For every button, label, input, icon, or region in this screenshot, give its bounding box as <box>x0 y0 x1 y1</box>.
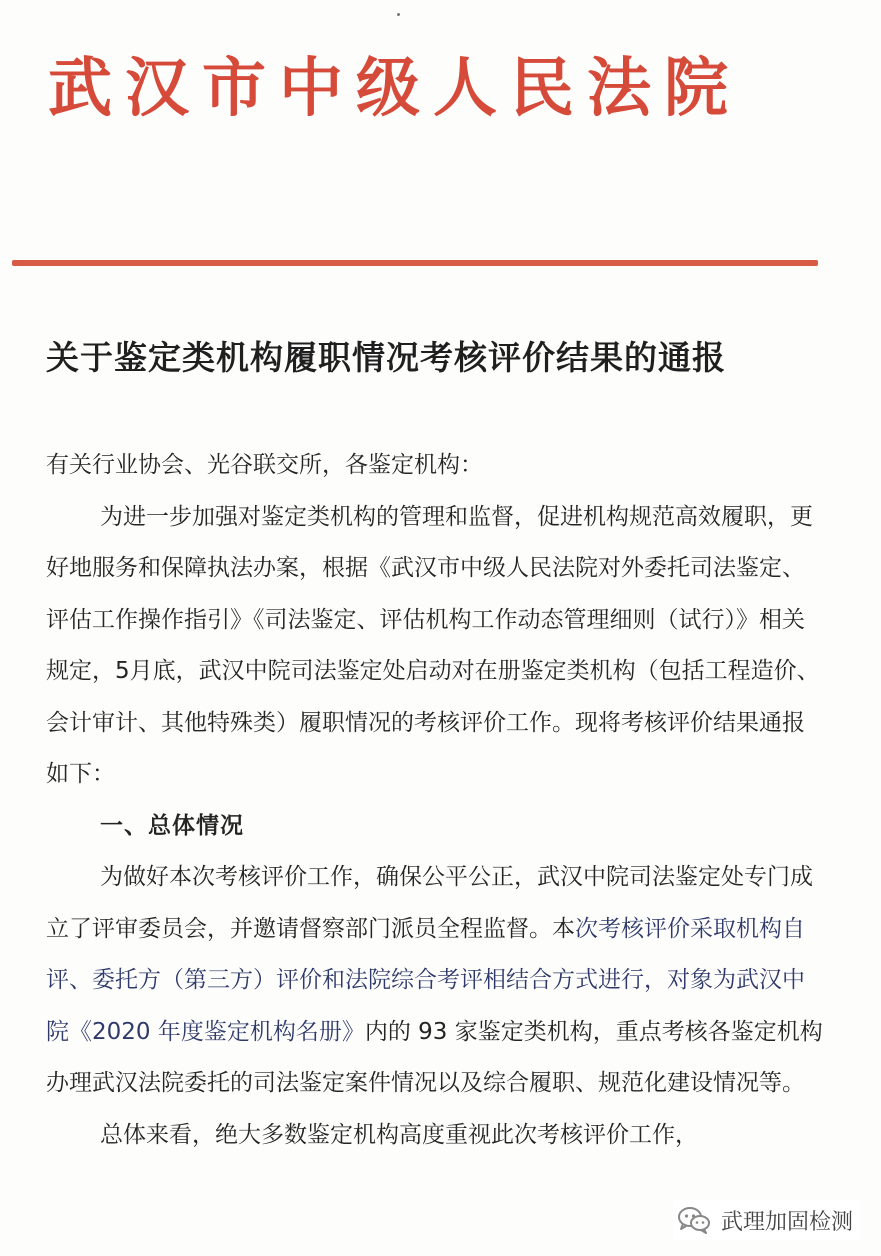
document-title: 关于鉴定类机构履职情况考核评价结果的通报 <box>46 338 726 377</box>
paragraph-2-part-a: 为做好本次考核评价工作，确保公平公正，武汉中院司法鉴定处专门成立了评审委员会，并邀请督察部门派员全程监督。本 <box>46 864 813 942</box>
wechat-icon <box>677 1206 711 1234</box>
salutation: 有关行业协会、光谷联交所，各鉴定机构： <box>46 452 483 478</box>
print-speck <box>397 13 400 16</box>
account-watermark <box>673 1200 859 1240</box>
paragraph-1: 为进一步加强对鉴定类机构的管理和监督，促进机构规范高效履职，更好地服务和保障执法办案，根据《武汉市中级人民法院对外委托司法鉴定、评估工作操作指引》《司法鉴定、评估机构工作动态管理细则（试行）》相关规定，5月底，武汉中院司法鉴定处启动对在册鉴定类机构（包括工程造价、会计审计、其他特殊类）履职情况的考核评价工作。现将考核评价结果通报如下： <box>46 503 820 787</box>
court-name-header: 武汉市中级人民法院 <box>48 51 741 126</box>
document-body <box>46 440 826 1161</box>
paragraph-2-part-c: 内的 93 家鉴定类机构，重点考核各鉴定机构办理武汉法院委托的司法鉴定案件情况以及综合履职、规范化建设情况等。 <box>46 1018 823 1096</box>
watermark-label: 武理加固检测 <box>720 1209 853 1235</box>
section-1-heading: 一、总体情况 <box>100 812 244 839</box>
paragraph-3: 总体来看，绝大多数鉴定机构高度重视此次考核评价工作， <box>100 1121 698 1148</box>
red-divider-rule <box>12 260 818 266</box>
paragraph-2 <box>46 852 826 1110</box>
paragraph-2-part-b: 次考核评价采取机构自评、委托方（第三方）评价和法院综合考评相结合方式进行，对象为武汉中院《2020 年度鉴定机构名册》 <box>46 915 805 1045</box>
